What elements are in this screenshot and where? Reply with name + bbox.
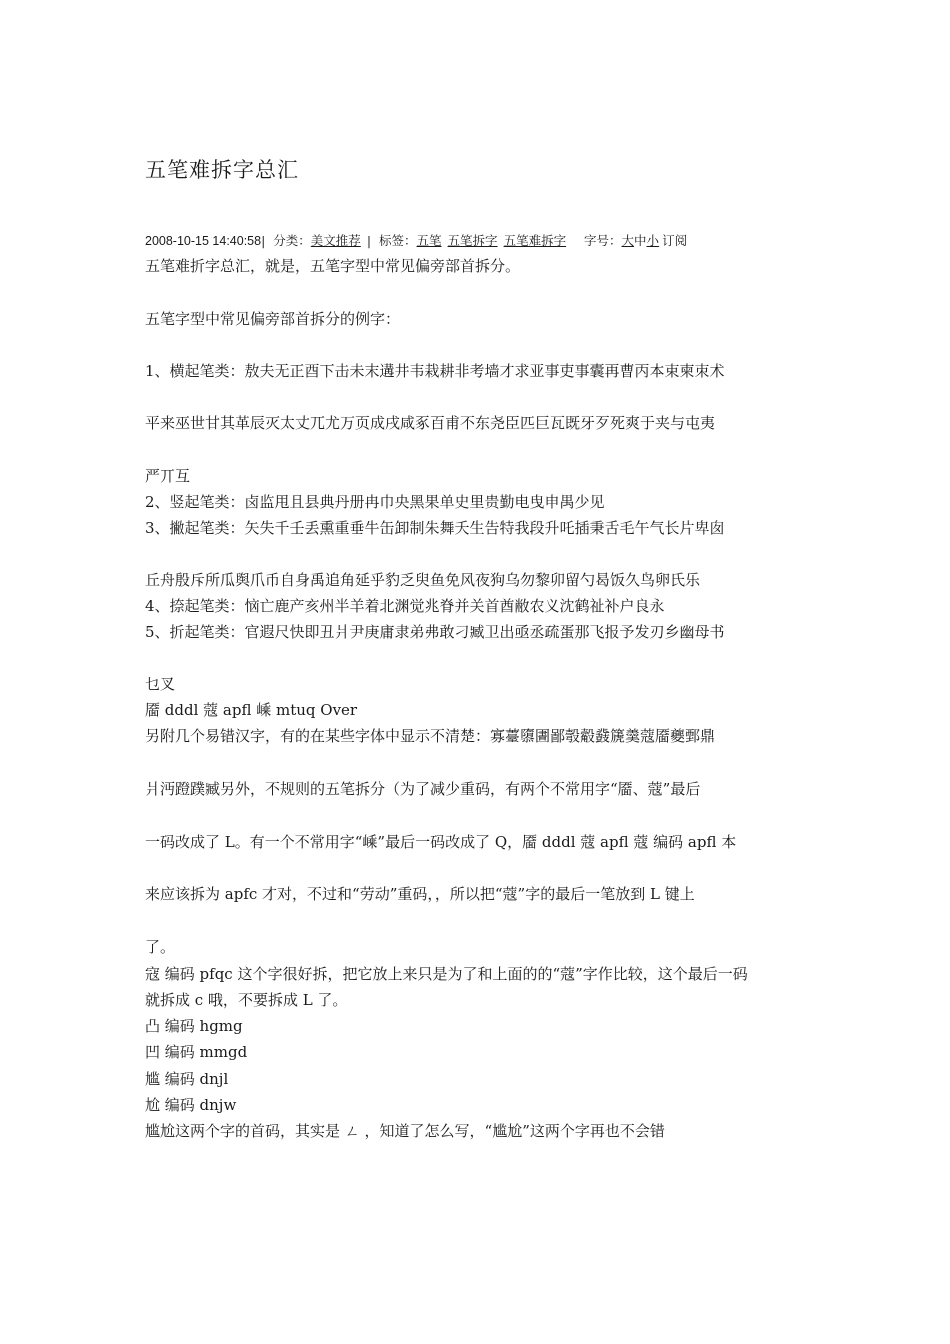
category-label: 分类：	[273, 233, 311, 248]
body-line: 一码改成了 L。有一个不常用字“嵊”最后一码改成了 Q，靥 dddl 蔻 apfl 蔻 编码 apfl 本	[145, 833, 737, 851]
font-size-label: 字号：	[584, 233, 622, 248]
meta-separator: |	[261, 233, 266, 248]
body-line: 凸 编码 hgmg	[145, 1017, 243, 1035]
font-size-small-link[interactable]: 小	[646, 233, 660, 248]
body-line: 尴尬这两个字的首码，其实是 ㄥ ，知道了怎么写，“尴尬”这两个字再也不会错	[145, 1122, 665, 1140]
body-line: 乜叉	[145, 675, 176, 693]
body-line: 靥 dddl 蔻 apfl 嵊 mtuq Over	[145, 701, 358, 719]
body-line: 2、竖起笔类：卤监甩且县典丹册冉巾央黑果单史里贵勤电曳申禺少见	[145, 493, 605, 511]
body-line: 尴 编码 dnjl	[145, 1070, 229, 1088]
tags-label: 标签：	[379, 233, 417, 248]
body-line: 就拆成 c 哦，不要拆成 L 了。	[145, 991, 348, 1009]
tag-link[interactable]: 五笔拆字	[447, 233, 498, 248]
body-line: 严丌互	[145, 467, 191, 485]
subscribe-link[interactable]: 订阅	[662, 233, 688, 248]
font-size-big-link[interactable]: 大	[621, 233, 635, 248]
font-size-mid: 中	[634, 233, 647, 248]
body-line: 五笔字型中常见偏旁部首拆分的例字：	[145, 310, 401, 328]
body-line: 五笔难折字总汇，就是，五笔字型中常见偏旁部首拆分。	[145, 257, 521, 275]
body-line: 5、折起笔类：官遐尺快即丑爿尹庚庸隶弟弗敢刁臧卫出亟丞疏蛋那飞报予发刃乡幽母书	[145, 623, 725, 641]
page-title: 五笔难拆字总汇	[145, 158, 299, 182]
tag-link[interactable]: 五笔	[416, 233, 442, 248]
body-line: 来应该拆为 apfc 才对，不过和“劳动”重码，，所以把“蔻”字的最后一笔放到 L 键上	[145, 885, 695, 903]
body-line: 爿沔蹬蹼臧另外，不规则的五笔拆分（为了减少重码，有两个不常用字“靥、蔻”最后	[145, 780, 701, 798]
category-link[interactable]: 美文推荐	[310, 233, 361, 248]
body-line: 3、撇起笔类：矢失千壬丢熏重垂牛缶卸制朱舞夭生告特我段升吒插秉舌毛午气长片卑囱	[145, 519, 725, 537]
body-line: 丘舟殷斥所瓜舆爪币自身禹追角延乎豹乏臾鱼免风夜狗乌勿黎卯留勺曷饭久鸟卵氏乐	[145, 571, 701, 589]
body-line: 1、横起笔类：敖夫无正酉下击未末遘井韦栽耕非考墙才求亚事吏事囊再曹丙本束柬朿术	[145, 362, 725, 380]
meta-separator: |	[366, 233, 372, 248]
post-meta	[145, 231, 687, 249]
body-line: 平来巫世甘其革辰灭太丈兀尤万页成戌咸豖百甫不东尧臣匹巨瓦既牙歹死爽于夹与屯夷	[145, 414, 716, 432]
body-line: 凹 编码 mmgd	[145, 1043, 248, 1061]
body-line: 尬 编码 dnjw	[145, 1096, 237, 1114]
body-line: 了。	[145, 938, 176, 956]
tag-link[interactable]: 五笔难拆字	[503, 233, 567, 248]
body-line: 寇 编码 pfqc 这个字很好拆，把它放上来只是为了和上面的的“蔻”字作比较，这个最后一码	[145, 965, 748, 983]
body-line: 4、捺起笔类：恼亡鹿产亥州半羊着北渊觉兆脊并关首酋敝农义沈鹤祉补户良永	[145, 597, 665, 615]
post-datetime: 2008-10-15 14:40:58	[145, 234, 262, 248]
body-line: 另附几个易错汉字，有的在某些字体中显示不清楚：寡薹隳圕鄙彀觳鼗篪羹蔻靥夔鄄鼎	[145, 727, 716, 745]
